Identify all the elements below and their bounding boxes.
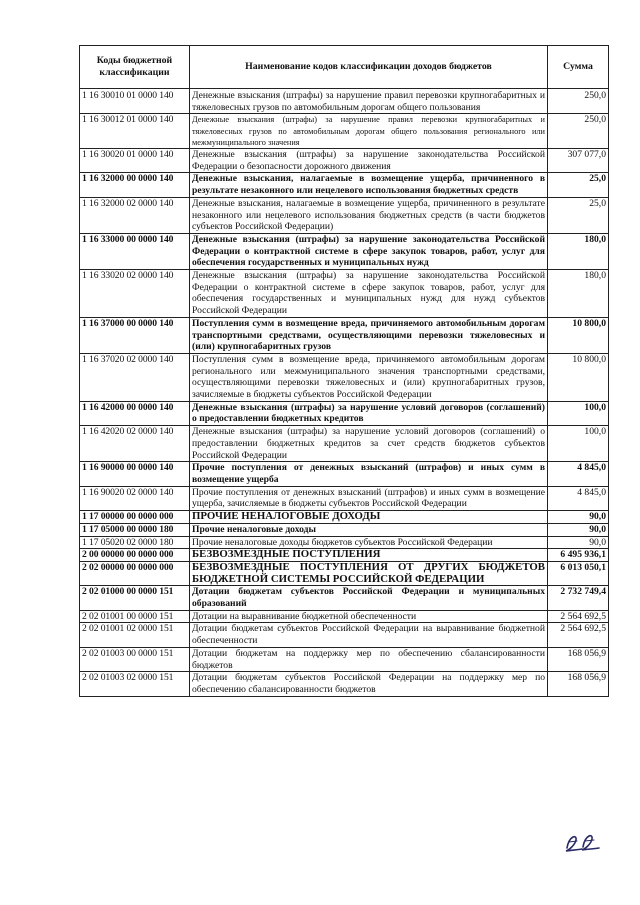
header-sum: Сумма xyxy=(548,46,609,89)
table-row xyxy=(80,114,609,149)
row-code: 2 02 00000 00 0000 000 xyxy=(80,561,190,585)
row-sum: 2 732 749,4 xyxy=(548,586,609,610)
row-name: Денежные взыскания (штрафы) за нарушение законодательства Российской Федерации о контрактной системе в сфере закупок товаров, работ, услуг для обеспечения государственных и муниципальных нужд xyxy=(190,233,548,269)
row-sum: 6 495 936,1 xyxy=(548,549,609,562)
table-row xyxy=(80,672,609,696)
row-sum: 100,0 xyxy=(548,426,609,462)
table-row xyxy=(80,523,609,536)
table-row xyxy=(80,623,609,647)
header-name: Наименование кодов классификации доходов бюджетов xyxy=(190,46,548,89)
header-code: Коды бюджетной классификации xyxy=(80,46,190,89)
row-code: 1 16 90020 02 0000 140 xyxy=(80,486,190,510)
table-row xyxy=(80,233,609,269)
row-code: 1 16 32000 00 0000 140 xyxy=(80,173,190,197)
handwritten-page-number xyxy=(563,828,603,854)
row-name: Денежные взыскания (штрафы) за нарушение условий договоров (соглашений) о предоставлении бюджетных кредитов xyxy=(190,401,548,425)
row-name: Поступления сумм в возмещение вреда, причиняемого автомобильным дорогам регионального или межмуниципального значения транспортными средствами, осуществляющими перевозки тяжеловесных и (или) крупногабаритных грузов, зачисляемые в бюджеты субъектов Российской Федерации xyxy=(190,353,548,401)
row-name: Денежные взыскания (штрафы) за нарушение правил перевозки крупногабаритных и тяжеловесных грузов по автомобильным дорогам общего пользования xyxy=(190,89,548,114)
table-header-row xyxy=(80,46,609,89)
table-row xyxy=(80,353,609,401)
row-code: 1 16 33020 02 0000 140 xyxy=(80,270,190,318)
table-row xyxy=(80,173,609,197)
row-sum: 307 077,0 xyxy=(548,149,609,173)
row-sum: 25,0 xyxy=(548,197,609,233)
table-body xyxy=(80,89,609,697)
row-code: 1 17 00000 00 0000 000 xyxy=(80,511,190,524)
row-name: Дотации бюджетам субъектов Российской Федерации на поддержку мер по обеспечению сбалансированности бюджетов xyxy=(190,672,548,696)
row-name: ПРОЧИЕ НЕНАЛОГОВЫЕ ДОХОДЫ xyxy=(190,511,548,524)
row-name: Дотации бюджетам субъектов Российской Федерации и муниципальных образований xyxy=(190,586,548,610)
row-sum: 90,0 xyxy=(548,511,609,524)
row-name: Прочие неналоговые доходы бюджетов субъектов Российской Федерации xyxy=(190,536,548,549)
row-sum: 168 056,9 xyxy=(548,647,609,671)
row-sum: 100,0 xyxy=(548,401,609,425)
table-row xyxy=(80,462,609,486)
table-row xyxy=(80,586,609,610)
row-sum: 180,0 xyxy=(548,233,609,269)
row-code: 1 16 32000 02 0000 140 xyxy=(80,197,190,233)
row-code: 1 16 42020 02 0000 140 xyxy=(80,426,190,462)
row-sum: 168 056,9 xyxy=(548,672,609,696)
row-code: 1 17 05020 02 0000 180 xyxy=(80,536,190,549)
table-row xyxy=(80,317,609,353)
table-row xyxy=(80,197,609,233)
row-code: 2 02 01001 02 0000 151 xyxy=(80,623,190,647)
row-name: Денежные взыскания, налагаемые в возмещение ущерба, причиненного в результате незаконного или нецелевого использования бюджетных средств (в части бюджетов субъектов Российской Федерации) xyxy=(190,197,548,233)
table-row xyxy=(80,647,609,671)
row-name: Дотации бюджетам на поддержку мер по обеспечению сбалансированности бюджетов xyxy=(190,647,548,671)
row-sum: 90,0 xyxy=(548,536,609,549)
row-code: 2 02 01001 00 0000 151 xyxy=(80,610,190,623)
table-row xyxy=(80,149,609,173)
row-name: Прочие неналоговые доходы xyxy=(190,523,548,536)
table-row xyxy=(80,89,609,114)
table-row xyxy=(80,561,609,585)
table-row xyxy=(80,486,609,510)
row-name: Дотации бюджетам субъектов Российской Федерации на выравнивание бюджетной обеспеченности xyxy=(190,623,548,647)
row-sum: 250,0 xyxy=(548,89,609,114)
row-sum: 4 845,0 xyxy=(548,486,609,510)
row-code: 1 16 37020 02 0000 140 xyxy=(80,353,190,401)
row-name: БЕЗВОЗМЕЗДНЫЕ ПОСТУПЛЕНИЯ ОТ ДРУГИХ БЮДЖЕТОВ БЮДЖЕТНОЙ СИСТЕМЫ РОССИЙСКОЙ ФЕДЕРАЦИИ xyxy=(190,561,548,585)
row-sum: 250,0 xyxy=(548,114,609,149)
row-code: 1 16 30012 01 0000 140 xyxy=(80,114,190,149)
row-sum: 6 013 050,1 xyxy=(548,561,609,585)
row-sum: 2 564 692,5 xyxy=(548,623,609,647)
row-code: 1 16 30020 01 0000 140 xyxy=(80,149,190,173)
table-row xyxy=(80,610,609,623)
row-code: 1 16 33000 00 0000 140 xyxy=(80,233,190,269)
row-sum: 4 845,0 xyxy=(548,462,609,486)
table-row xyxy=(80,536,609,549)
row-sum: 180,0 xyxy=(548,270,609,318)
row-name: Денежные взыскания (штрафы) за нарушение законодательства Российской Федерации о контрактной системе в сфере закупок товаров, работ, услуг для обеспечения государственных и муниципальных нужд для нужд субъектов Российской Федерации xyxy=(190,270,548,318)
table-row xyxy=(80,549,609,562)
row-sum: 90,0 xyxy=(548,523,609,536)
row-name: Денежные взыскания (штрафы) за нарушение законодательства Российской Федерации о безопасности дорожного движения xyxy=(190,149,548,173)
table-row xyxy=(80,401,609,425)
row-code: 2 02 01003 02 0000 151 xyxy=(80,672,190,696)
row-code: 2 02 01003 00 0000 151 xyxy=(80,647,190,671)
row-code: 1 16 37000 00 0000 140 xyxy=(80,317,190,353)
table-row xyxy=(80,511,609,524)
table-row xyxy=(80,426,609,462)
row-name: Денежные взыскания (штрафы) за нарушение правил перевозки крупногабаритных и тяжеловесных грузов по автомобильным дорогам общего пользования регионального или межмуниципального значения xyxy=(190,114,548,149)
row-name: Денежные взыскания, налагаемые в возмещение ущерба, причиненного в результате незаконного или нецелевого использования бюджетных средств xyxy=(190,173,548,197)
row-name: Денежные взыскания (штрафы) за нарушение условий договоров (соглашений) о предоставлении бюджетных кредитов за счет средств бюджетов субъектов Российской Федерации xyxy=(190,426,548,462)
row-name: БЕЗВОЗМЕЗДНЫЕ ПОСТУПЛЕНИЯ xyxy=(190,549,548,562)
row-sum: 10 800,0 xyxy=(548,353,609,401)
row-sum: 25,0 xyxy=(548,173,609,197)
row-code: 1 16 90000 00 0000 140 xyxy=(80,462,190,486)
row-code: 1 16 30010 01 0000 140 xyxy=(80,89,190,114)
row-name: Поступления сумм в возмещение вреда, причиняемого автомобильным дорогам транспортными средствами, осуществляющими перевозки тяжеловесных и (или) крупногабаритных грузов xyxy=(190,317,548,353)
table-row xyxy=(80,270,609,318)
revenue-table xyxy=(79,45,609,697)
row-code: 1 16 42000 00 0000 140 xyxy=(80,401,190,425)
row-sum: 10 800,0 xyxy=(548,317,609,353)
row-code: 2 02 01000 00 0000 151 xyxy=(80,586,190,610)
row-name: Прочие поступления от денежных взысканий (штрафов) и иных сумм в возмещение ущерба xyxy=(190,462,548,486)
row-name: Дотации на выравнивание бюджетной обеспеченности xyxy=(190,610,548,623)
row-code: 2 00 00000 00 0000 000 xyxy=(80,549,190,562)
row-name: Прочие поступления от денежных взысканий (штрафов) и иных сумм в возмещение ущерба, зачисляемые в бюджеты субъектов Российской Федерации xyxy=(190,486,548,510)
row-sum: 2 564 692,5 xyxy=(548,610,609,623)
row-code: 1 17 05000 00 0000 180 xyxy=(80,523,190,536)
